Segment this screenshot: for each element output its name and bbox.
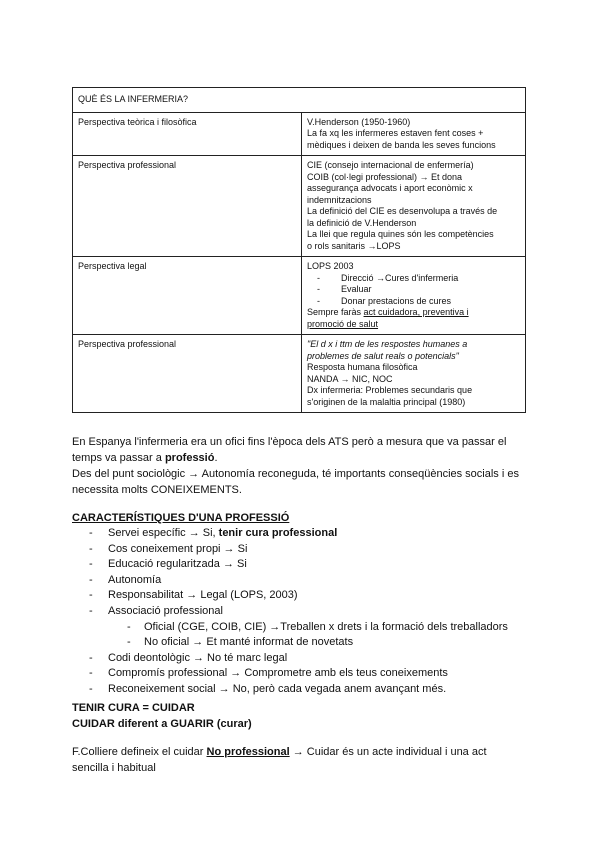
list-item: - Educació regularitzada → Si xyxy=(72,557,532,573)
text-fragment: F.Colliere defineix el cuidar xyxy=(72,746,207,758)
text-line: Des del punt sociològic → Autonomía reconeguda, té importants conseqüències socials i es xyxy=(72,468,519,480)
table-title: QUÈ ÉS LA INFERMERIA? xyxy=(73,88,526,113)
text-line: CIE (consejo internacional de enfermería) xyxy=(307,160,474,170)
text-fragment: temps va passar a xyxy=(72,452,165,464)
text-line: mèdiques i deixen de banda les seves funcions xyxy=(307,139,496,150)
row-content xyxy=(302,335,526,413)
table-row xyxy=(73,335,526,413)
text-line: assegurança advocats i aport econòmic x xyxy=(307,183,473,193)
table-header-row xyxy=(73,88,526,113)
text-line: necessita molts CONEIXEMENTS. xyxy=(72,484,242,496)
text-line: En Espanya l'infermeria era un ofici fins l'època dels ATS però a mesura que va passar el xyxy=(72,436,507,448)
sub-list-item: - No oficial → Et manté informat de novetats xyxy=(72,635,532,651)
text-line: Resposta humana filosòfica xyxy=(307,362,418,372)
text-line xyxy=(72,450,532,466)
text-line xyxy=(307,307,520,319)
list-item: - Donar prestacions de cures xyxy=(317,296,520,308)
text-line: V.Henderson (1950-1960) xyxy=(307,116,411,127)
text-fragment: → Cuidar és un acte individual i una act xyxy=(289,746,487,758)
text-line: La fa xq les infermeres estaven fent coses + xyxy=(307,128,484,138)
row-label: Perspectiva teòrica i filosòfica xyxy=(73,112,302,156)
colliere-paragraph xyxy=(72,744,532,776)
row-content xyxy=(302,156,526,257)
lops-list xyxy=(307,273,520,308)
text-line: La llei que regula quines són les competències xyxy=(307,229,494,239)
underlined-text: promoció de salut xyxy=(307,318,379,329)
text-line: sencilla i habitual xyxy=(72,762,156,774)
row-label: Perspectiva professional xyxy=(73,156,302,257)
bold-text: tenir cura professional xyxy=(218,527,338,539)
list-item: - Codi deontològic → No té marc legal xyxy=(72,651,532,667)
list-item: - Evaluar xyxy=(317,284,520,296)
list-item: - Cos coneixement propi → Si xyxy=(72,542,532,558)
text-line: la definició de V.Henderson xyxy=(307,217,417,228)
characteristics-list xyxy=(72,526,532,698)
care-definition xyxy=(72,700,532,732)
sub-list-item: - Oficial (CGE, COIB, CIE) →Treballen x drets i la formació dels treballadors xyxy=(72,620,532,636)
intro-paragraph xyxy=(72,434,532,498)
text-line: LOPS 2003 xyxy=(307,261,354,271)
list-item: - Direcció →Cures d'infermeria xyxy=(317,273,520,285)
table-row xyxy=(73,156,526,257)
underlined-text: act cuidadora, preventiva i xyxy=(363,307,469,317)
row-label: Perspectiva professional xyxy=(73,335,302,413)
quote-line: problemes de salut reals o potencials" xyxy=(307,350,459,361)
text-line: indemnitzacions xyxy=(307,194,372,205)
text-line: o rols sanitaris →LOPS xyxy=(307,240,401,251)
table-row xyxy=(73,257,526,335)
text-line: COIB (col·legi professional) → Et dona xyxy=(307,171,463,182)
text-fragment: Sempre faràs xyxy=(307,307,364,317)
row-label: Perspectiva legal xyxy=(73,257,302,335)
bold-underlined-text: No professional xyxy=(206,746,290,758)
list-item: - Responsabilitat → Legal (LOPS, 2003) xyxy=(72,588,532,604)
list-item: - Autonomía xyxy=(72,573,532,589)
list-item: - Reconeixement social → No, però cada vegada anem avançant més. xyxy=(72,682,532,698)
row-content xyxy=(302,112,526,156)
text-fragment: Servei específic → Si, xyxy=(108,527,219,539)
text-line: NANDA → NIC, NOC xyxy=(307,373,393,384)
bold-line: CUIDAR diferent a GUARIR (curar) xyxy=(72,718,252,730)
text-line xyxy=(72,744,532,760)
bold-line: TENIR CURA = CUIDAR xyxy=(72,702,195,714)
text-line: Dx infermeria: Problemes secundaris que xyxy=(307,385,473,395)
row-content xyxy=(302,257,526,335)
table-row xyxy=(73,112,526,156)
text-line: s'originen de la malaltia principal (1980) xyxy=(307,396,466,407)
bold-text: professió xyxy=(164,452,215,464)
nursing-table xyxy=(72,87,526,413)
text-fragment: . xyxy=(214,452,218,464)
list-item: - Compromís professional → Comprometre amb els teus coneixements xyxy=(72,666,532,682)
quote-line: "El d x i ttm de les respostes humanes a xyxy=(307,339,468,349)
text-line: La definició del CIE es desenvolupa a través de xyxy=(307,206,498,216)
list-item: - Associació professional xyxy=(72,604,532,620)
section-heading: CARACTERÍSTIQUES D'UNA PROFESSIÓ xyxy=(72,512,290,524)
list-item xyxy=(72,526,532,542)
